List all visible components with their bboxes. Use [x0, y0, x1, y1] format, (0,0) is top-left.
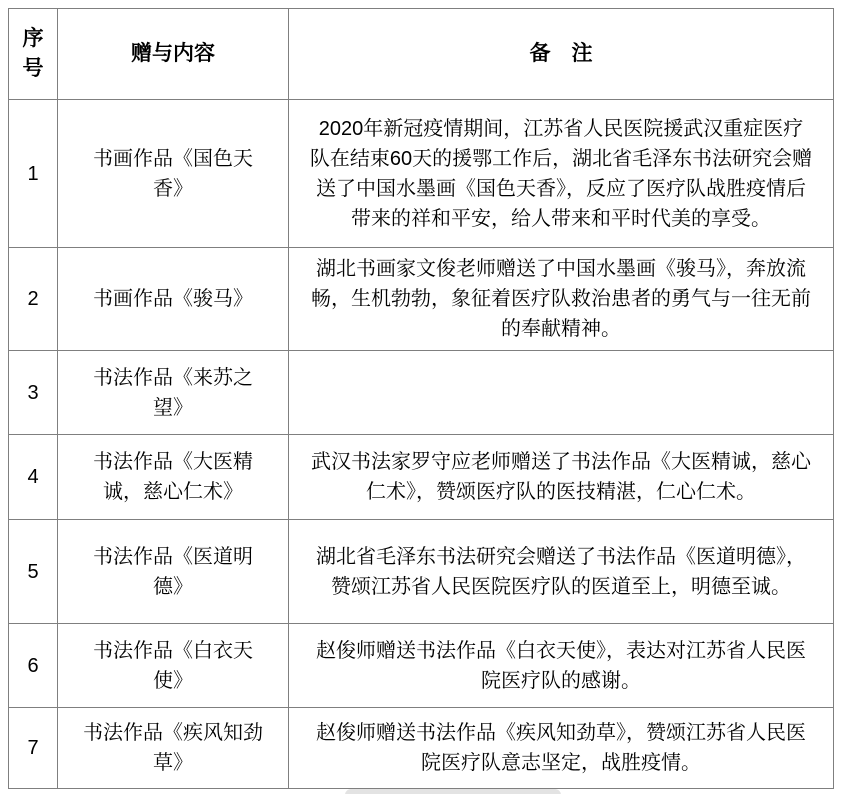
- row-number-cell: 4: [9, 435, 58, 520]
- header-cell-content: 赠与内容: [58, 9, 289, 100]
- header-cell-remark: 备 注: [289, 9, 834, 100]
- remark-cell: 赵俊师赠送书法作品《疾风知劲草》，赞颂江苏省人民医院医疗队意志坚定，战胜疫情。: [289, 708, 834, 789]
- table-row: [9, 435, 834, 520]
- remark-cell: 2020年新冠疫情期间，江苏省人民医院援武汉重症医疗队在结束60天的援鄂工作后，湖北省毛泽东书法研究会赠送了中国水墨画《国色天香》，反应了医疗队战胜疫情后带来的祥和平安，给人带来和平时代美的享受。: [289, 100, 834, 248]
- header-row: [9, 9, 834, 100]
- header-cell-no: 序号: [9, 9, 58, 100]
- gifts-table: [8, 8, 834, 789]
- gift-content-cell: 书法作品《疾风知劲草》: [58, 708, 289, 789]
- table-row: [9, 351, 834, 435]
- gift-content-cell: 书法作品《来苏之望》: [58, 351, 289, 435]
- remark-cell: 湖北书画家文俊老师赠送了中国水墨画《骏马》，奔放流畅，生机勃勃，象征着医疗队救治患者的勇气与一往无前的奉献精神。: [289, 248, 834, 351]
- gift-content-cell: 书画作品《国色天香》: [58, 100, 289, 248]
- remark-cell: 赵俊师赠送书法作品《白衣天使》，表达对江苏省人民医院医疗队的感谢。: [289, 624, 834, 708]
- gift-content-cell: 书画作品《骏马》: [58, 248, 289, 351]
- gift-content-cell: 书法作品《白衣天使》: [58, 624, 289, 708]
- remark-cell: 湖北省毛泽东书法研究会赠送了书法作品《医道明德》，赞颂江苏省人民医院医疗队的医道至上，明德至诚。: [289, 520, 834, 624]
- table-row: [9, 708, 834, 789]
- gift-content-cell: 书法作品《医道明德》: [58, 520, 289, 624]
- remark-cell: 武汉书法家罗守应老师赠送了书法作品《大医精诚，慈心仁术》，赞颂医疗队的医技精湛，仁心仁术。: [289, 435, 834, 520]
- row-number-cell: 7: [9, 708, 58, 789]
- table-row: [9, 248, 834, 351]
- row-number-cell: 5: [9, 520, 58, 624]
- row-number-cell: 2: [9, 248, 58, 351]
- row-number-cell: 6: [9, 624, 58, 708]
- table-row: [9, 100, 834, 248]
- row-number-cell: 1: [9, 100, 58, 248]
- gift-content-cell: 书法作品《大医精诚，慈心仁术》: [58, 435, 289, 520]
- remark-cell: [289, 351, 834, 435]
- table-row: [9, 520, 834, 624]
- table-row: [9, 624, 834, 708]
- row-number-cell: 3: [9, 351, 58, 435]
- partial-popup-edge: [345, 789, 561, 794]
